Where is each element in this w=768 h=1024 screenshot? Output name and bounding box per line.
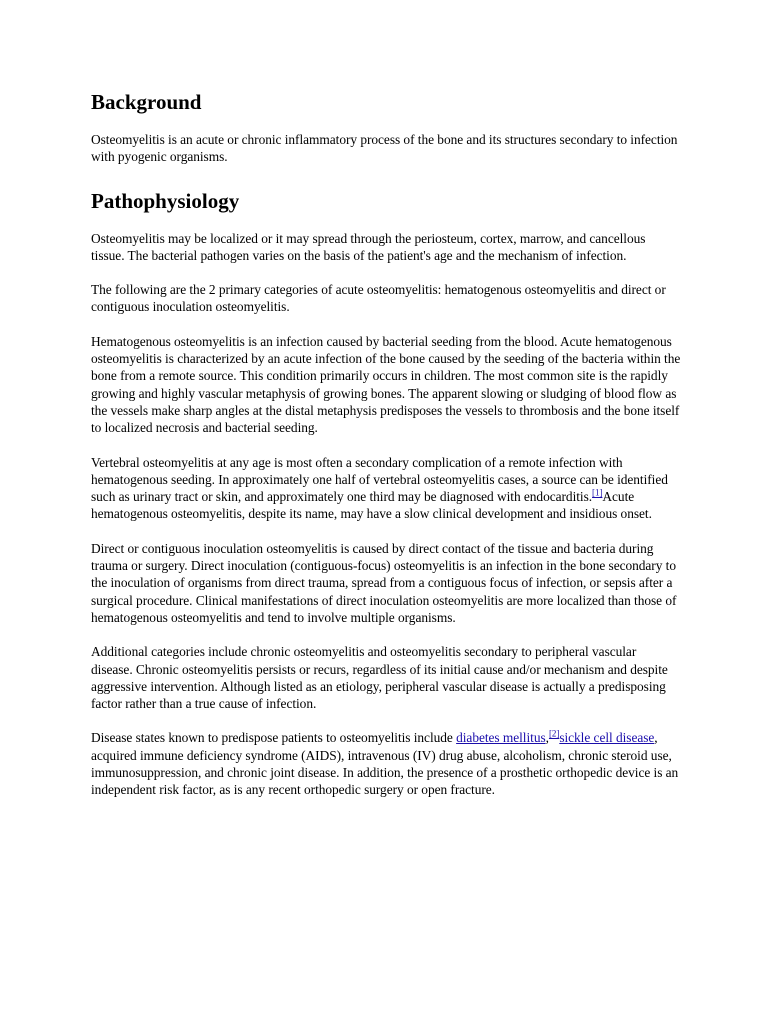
reference-link-2[interactable]: [2] bbox=[548, 728, 560, 739]
p7-comma: , bbox=[545, 730, 549, 746]
patho-paragraph-5: Direct or contiguous inoculation osteomyelitis is caused by direct contact of the tissue and bacteria during trauma or surgery. Direct inoculation (contiguous-focus) osteomyelitis is an infection in the bone secondary to the inoculation of organisms from direct trauma, spread from a contiguous focus of infection, or sepsis after a surgical procedure. Clinical manifestations of direct inoculation osteomyelitis are more localized than those of hematogenous osteomyelitis and tend to involve multiple organisms. bbox=[91, 540, 677, 625]
patho-paragraph-1: Osteomyelitis may be localized or it may spread through the periosteum, cortex, marrow, and cancellous tissue. The bacterial pathogen varies on the basis of the patient's age and the mechanism of infection. bbox=[91, 230, 646, 263]
heading-background: Background bbox=[91, 90, 202, 114]
patho-paragraph-7 bbox=[91, 729, 681, 798]
reference-link-1[interactable]: [1] bbox=[592, 487, 603, 498]
p4-text-end: Acute hematogenous osteomyelitis, despite its name, may have a slow clinical development and insidious onset. bbox=[91, 489, 652, 522]
heading-pathophysiology: Pathophysiology bbox=[91, 188, 240, 213]
p4-text-start: Vertebral osteomyelitis at any age is most often a secondary complication of a remote infection with hematogenous seeding. In approximately one half of vertebral osteomyelitis cases, a source can be identified such as urinary tract or skin, and approximately one third may be diagnosed with endocarditis. bbox=[91, 454, 668, 505]
patho-paragraph-4 bbox=[91, 454, 681, 523]
patho-paragraph-3: Hematogenous osteomyelitis is an infection caused by bacterial seeding from the blood. Acute hematogenous osteomyelitis is characterized by an acute infection of the bone caused by the seeding of the bacteria within the bone from a remote source. This condition primarily occurs in children. The most common site is the rapidly growing and highly vascular metaphysis of growing bones. The apparent slowing or sludging of blood flow as the vessels make sharp angles at the distal metaphysis predisposes the vessels to thrombosis and the bone itself to localized necrosis and bacterial seeding. bbox=[91, 333, 681, 436]
patho-paragraph-2: The following are the 2 primary categories of acute osteomyelitis: hematogenous osteomyelitis and direct or contiguous inoculation osteomyelitis. bbox=[91, 282, 666, 315]
patho-paragraph-6: Additional categories include chronic osteomyelitis and osteomyelitis secondary to peripheral vascular disease. Chronic osteomyelitis persists or recurs, regardless of its initial cause and/or mechanism and despite aggressive intervention. Although listed as an etiology, peripheral vascular disease is actually a predisposing factor rather than a true cause of infection. bbox=[91, 644, 668, 712]
p7-text-end: , acquired immune deficiency syndrome (AIDS), intravenous (IV) drug abuse, alcoholism, chronic steroid use, immunosuppression, and chronic joint disease. In addition, the presence of a prosthetic orthopedic device is an independent risk factor, as is any recent orthopedic surgery or open fracture. bbox=[91, 730, 679, 798]
diabetes-mellitus-link[interactable]: diabetes mellitus bbox=[456, 730, 546, 746]
document-page bbox=[91, 88, 681, 816]
background-paragraph: Osteomyelitis is an acute or chronic inflammatory process of the bone and its structures secondary to infection with pyogenic organisms. bbox=[91, 132, 678, 165]
sickle-cell-disease-link[interactable]: sickle cell disease bbox=[559, 730, 655, 746]
p7-text-start: Disease states known to predispose patients to osteomyelitis include bbox=[91, 730, 457, 746]
